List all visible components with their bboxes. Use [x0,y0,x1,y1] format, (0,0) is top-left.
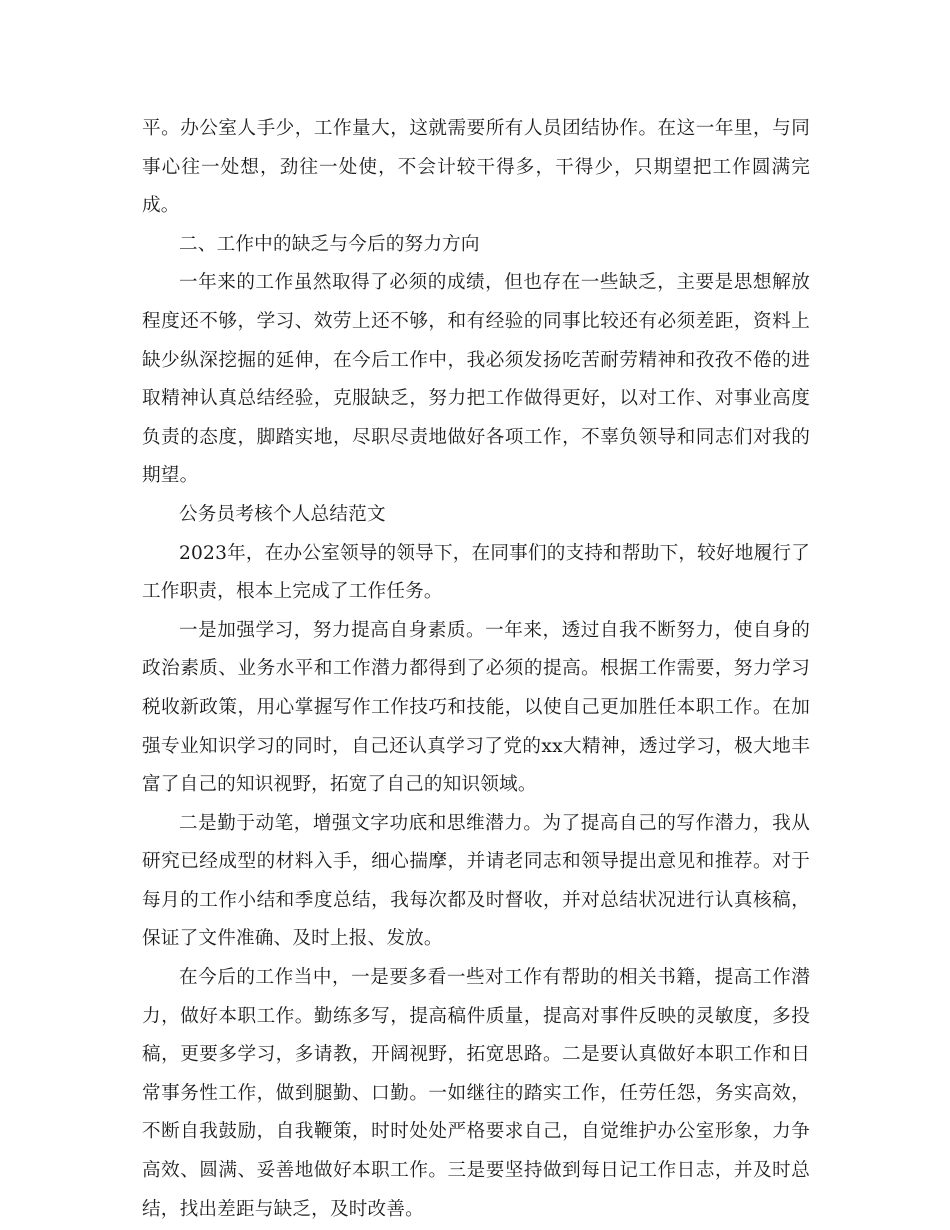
section-title-sample: 公务员考核个人总结范文 [179,503,386,525]
paragraph-future-plans: 在今后的工作当中，一是要多看一些对工作有帮助的相关书籍，提高工作潜力，做好本职工作。勤练多写，提高稿件质量，提高对事件反映的灵敏度，多投稿，更要多学习，多请教，开阔视野，拓宽思路。二是要认真做好本职工作和日常事务性工作，做到腿勤、口勤。一如继往的踏实工作，任劳任怨，务实高效，不断自我鼓励，自我鞭策，时时处处严格要求自己，自觉维护办公室形象，力争高效、圆满、妥善地做好本职工作。三是要坚持做到每日记工作日志，并及时总结，找出差距与缺乏，及时改善。 [142,967,810,1220]
paragraph-writing: 二是勤于动笔，增强文字功底和思维潜力。为了提高自己的写作潜力，我从研究已经成型的材料入手，细心揣摩，并请老同志和领导提出意见和推荐。对于每月的工作小结和季度总结，我每次都及时督收，并对总结状况进行认真核稿，保证了文件准确、及时上报、发放。 [142,812,810,950]
section-heading-shortcomings: 二、工作中的缺乏与今后的努力方向 [179,233,480,255]
document-body [142,110,810,1229]
paragraph-study: 一是加强学习，努力提高自身素质。一年来，透过自我不断努力，使自身的政治素质、业务水平和工作潜力都得到了必须的提高。根据工作需要，努力学习税收新政策，用心掌握写作工作技巧和技能，以使自己更加胜任本职工作。在加强专业知识学习的同时，自己还认真学习了党的xx大精神，透过学习，极大地丰富了自己的知识视野，拓宽了自己的知识领域。 [142,619,810,796]
paragraph-intro-2023: 2023年，在办公室领导的领导下，在同事们的支持和帮助下，较好地履行了工作职责，根本上完成了工作任务。 [142,542,810,603]
paragraph-shortcomings: 一年来的工作虽然取得了必须的成绩，但也存在一些缺乏，主要是思想解放程度还不够，学习、效劳上还不够，和有经验的同事比较还有必须差距，资料上缺少纵深挖掘的延伸，在今后工作中，我必须发扬吃苦耐劳精神和孜孜不倦的进取精神认真总结经验，克服缺乏，努力把工作做得更好，以对工作、对事业高度负责的态度，脚踏实地，尽职尽责地做好各项工作，不辜负领导和同志们对我的期望。 [142,272,810,487]
paragraph-continuation: 平。办公室人手少，工作量大，这就需要所有人员团结协作。在这一年里，与同事心往一处想，劲往一处使，不会计较干得多，干得少，只期望把工作圆满完成。 [142,118,810,217]
